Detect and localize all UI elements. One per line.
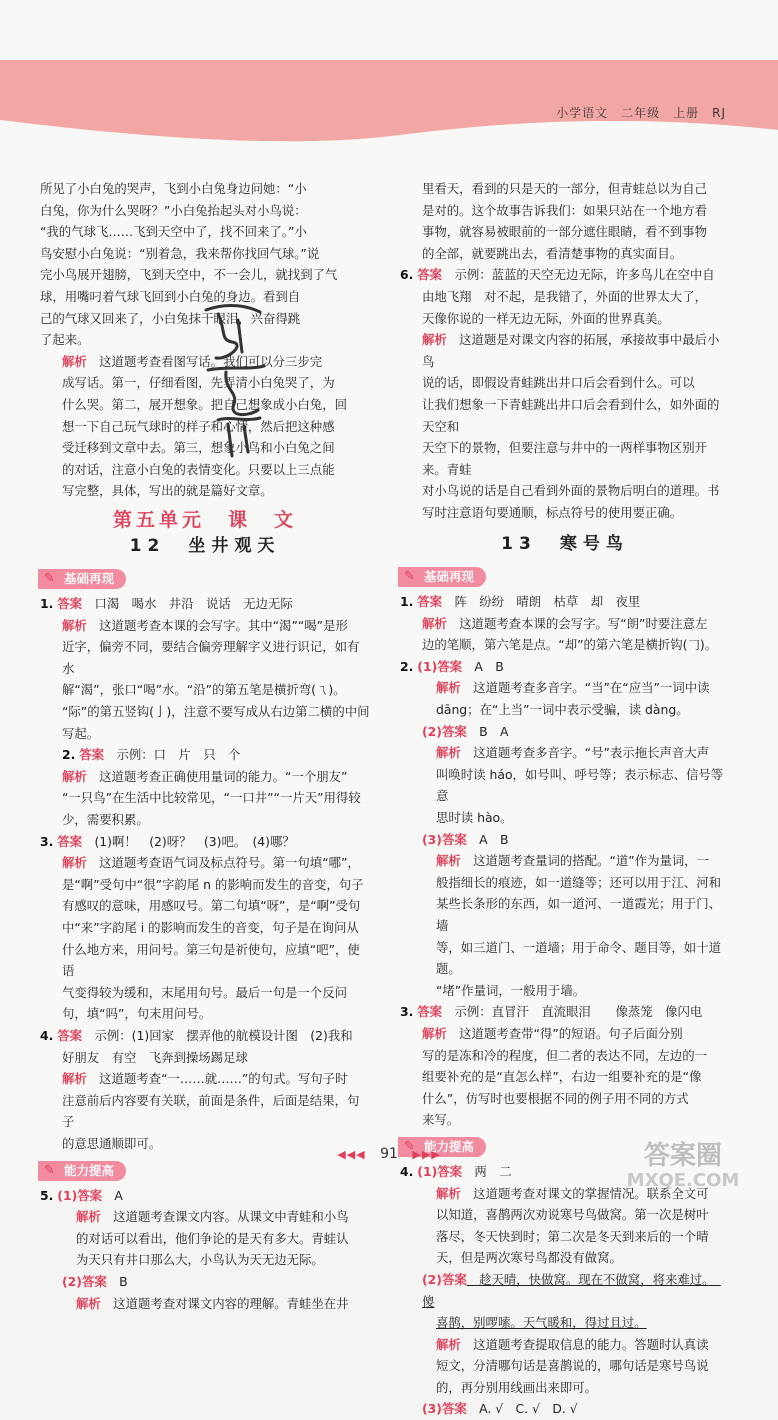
pencil-icon: ✎: [404, 569, 415, 585]
text-line: 这道题考查对课文的掌握情况。联系全文可: [460, 1185, 709, 1201]
text-line: 思时读 hào。: [436, 810, 513, 826]
svg-text:MXQE.COM: MXQE.COM: [626, 1170, 740, 1191]
text-line: 什么哭。第二，展开想象。把自己想象成小白兔，回: [62, 396, 347, 412]
text-line: 来写。: [422, 1112, 460, 1128]
section-basic: ✎ 基础再现: [38, 569, 126, 589]
section-basic: ✎ 基础再现: [398, 567, 486, 587]
pencil-icon: ✎: [44, 1162, 55, 1178]
analysis-label: 解析: [62, 617, 87, 633]
text-line: 是对的。这个故事告诉我们：如果只站在一个地方看: [422, 202, 707, 218]
section-advanced: ✎ 能力提高: [38, 1161, 126, 1181]
text-line: 般指细长的痕迹，如一道缝等；还可以用于江、河和: [436, 874, 721, 890]
text-line: 少，需要积累。: [62, 812, 149, 828]
text-line: 这道题考查对课文内容的理解。青蛙坐在井: [100, 1295, 349, 1311]
left-column: 所见了小白兔的哭声，飞到小白兔身边问她：“小 白兔，你为什么哭呀？”小白兔抬起头对小鸟说： “我的气球飞……飞到天空中了，找不回来了。”小 鸟安慰小白兔说：“别着急，我来帮你找回气球。”说 完小鸟展开翅膀，飞到天空中，不一会儿，就找到了气 球，用嘴叼着气球飞回到小白兔的身边。看到自 己的气球又回来了，小白兔抹干眼泪，兴奋得跳 了起来。 解析 这道题考查看图写话。我们可以分三步完 成写话。第一，仔细看图，先弄清小白兔哭了，为 什么哭。第二，展开想象。把自己想象成小白兔，回 想一下自己玩气球时的样子和心情，然后把这种感 受迁移到文章中去。第三，想象小鸟和小白兔之间 的对话，注意小白兔的表情变化。只要以上三点能 写完整，具体，写出的就是篇好文章。 第五单元 课 文 12 坐井观天 ✎ 基础再现 1. 答案 口渴 喝水 井沿 说话 无边无际 解析 这道题考查本课的会写字。其中“渴”“喝”是形 近字，偏旁不同，要结合偏旁理解字义进行识记，如有水 解“渴”，张口“喝”水。“沿”的第五笔是横折弯(ㄟ)。 “际”的第五竖钩(亅)，注意不要写成从右边第二横的中间写起。 2. 答案 示例：口 片 只 个 解析 这道题考查正确使用量词的能力。“一个朋友” “一只鸟”在生活中比较常见，“一口井”“一片天”用得较 少，需要积累。 3. 答案 (1)啊！ (2)呀？ (3)吧。 (4)哪？ 解析 这道题考查语气词及标点符号。第一句填“哪”， 是“啊”受句中“很”字韵尾 n 的影响而发生的音变，句子 有感叹的意味，用感叹号。第二句填“呀”，是“啊”受句 中“来”字韵尾 i 的影响而发生的音变，句子是在询问从 什么地方来，用问号。第三句是祈使句，应填“吧”，使语 气变得较为缓和，末尾用句号。最后一句是一个反问 句，填“吗”，句末用问号。 4. 答案 示例：(1)回家 摆弄他的航模设计图 (2)我和 好朋友 有空 飞奔到操场踢足球 解析 这道题考查“一……就……”的句式。写句子时 注意前后内容要有关联，前面是条件，后面是结果，句子 的意思通顺即可。 ✎ 能力提高 5. (1)答案 A 解析 这道题考查课文内容。从课文中青蛙和小鸟 的对话可以看出，他们争论的是天有多大。青蛙认 为天只有井口那么大，小鸟认为天无边无际。 (2)答案 B 解析 这道题考查对课文内容的理解。青蛙坐在井: [40, 178, 370, 1314]
header-subject: 小学语文 二年级 上册 RJ: [556, 106, 726, 120]
text-line: 气变得较为缓和，末尾用句号。最后一句是一个反问: [62, 984, 347, 1000]
text-line: 注意前后内容要有关联，前面是条件，后面是结果，句子: [62, 1092, 360, 1130]
text-line: 解“渴”，张口“喝”水。“沿”的第五笔是横折弯(ㄟ)。: [62, 682, 346, 698]
text-line: 这道题考查正确使用量词的能力。“一个朋友”: [86, 768, 348, 784]
text-line: 有感叹的意味，用感叹号。第二句填“呀”，是“啊”受句: [62, 898, 361, 914]
left-arrows-icon: ◀◀◀: [337, 1148, 366, 1161]
text-line: 写的是冻和冷的程度，但二者的表达不同，左边的一: [422, 1047, 707, 1063]
answer-text: 示例：口 片 只 个: [104, 747, 241, 763]
text-line: 以知道，喜鹊两次劝说寒号鸟做窝。第一次是树叶: [436, 1207, 709, 1223]
text-line: 组要补充的是“直怎么样”，右边一组要补充的是“像: [422, 1069, 702, 1085]
pencil-icon: ✎: [404, 1138, 415, 1154]
text-line: 什么”，仿写时也要根据不同的例子用不同的方式: [422, 1090, 689, 1106]
text-line: 球，用嘴叼着气球飞回到小白兔的身边。看到自: [40, 288, 301, 304]
text-line: 所见了小白兔的哭声，飞到小白兔身边问她：“小: [40, 181, 307, 196]
text-line: 这道题考查“一……就……”的句式。写句子时: [86, 1071, 348, 1087]
text-line: dāng；在“上当”一词中表示受骗，读 dàng。: [436, 702, 689, 718]
text-line: 让我们想象一下青蛙跳出井口后会看到什么，如外面的天空和: [422, 396, 720, 434]
text-line: 边的笔顺，第六笔是点。“却”的第六笔是横折钩(𠃌)。: [422, 637, 718, 653]
answer-text: 示例：(1)回家 摆弄他的航模设计图 (2)我和: [82, 1027, 353, 1043]
answer-text: 好朋友 有空 飞奔到操场踢足球: [62, 1049, 248, 1065]
pencil-icon: ✎: [44, 571, 55, 587]
unit-title: 第五单元 课 文: [112, 508, 297, 531]
text-line: 等，如三道门、一道墙；用于命令、题目等，如十道题。: [436, 939, 721, 977]
svg-text:答案圈: 答案圈: [643, 1141, 723, 1171]
text-line: 的全部，就要跳出去，看清楚事物的真实面目。: [422, 245, 683, 261]
text-line: 近字，偏旁不同，要结合偏旁理解字义进行识记，如有水: [62, 639, 360, 676]
watermark-logo: [608, 1134, 758, 1192]
text-line: 了起来。: [40, 332, 90, 348]
analysis-label: 解析: [62, 353, 87, 369]
text-line: 这道题考查多音字。“当”在“应当”一词中读: [460, 680, 710, 696]
text-line: 由地飞翔 对不起，是我错了，外面的世界太大了，: [422, 288, 707, 304]
text-line: 想一下自己玩气球时的样子和心情，然后把这种感: [62, 418, 335, 434]
text-line: 这道题考查看图写话。我们可以分三步完: [86, 353, 323, 369]
text-line: 受迁移到文章中去。第三，想象小鸟和小白兔之间: [62, 440, 335, 456]
text-line: 这道题考查本课的会写字。写“朗”时要注意左: [446, 615, 708, 631]
text-line: 这道题考查量词的搭配。“道”作为量词，一: [460, 853, 710, 869]
text-line: 天，但是两次寒号鸟都没有做窝。: [436, 1250, 622, 1266]
text-line: 写完整，具体，写出的就是篇好文章。: [62, 483, 273, 499]
text-line: 落尽，冬天快到时；第二次是冬天到来后的一个晴: [436, 1228, 709, 1244]
text-line: 短文，分清哪句话是喜鹊说的，哪句话是寒号鸟说: [436, 1358, 709, 1374]
text-line: 对小鸟说的话是自己看到外面的景物后明白的道理。书: [422, 483, 720, 499]
right-column: 里看天，看到的只是天的一部分，但青蛙总以为自己 是对的。这个故事告诉我们：如果只站在一个地方看 事物，就容易被眼前的一部分遮住眼睛，看不到事物 的全部，就要跳出去，看清楚事物的真实面目。 6. 答案 示例：蓝蓝的天空无边无际，许多鸟儿在空中自 由地飞翔 对不起，是我错了，外面的世界太大了， 天像你说的一样无边无际，外面的世界真美。 解析 这道题是对课文内容的拓展，承接故事中最后小鸟 说的话，即假设青蛙跳出井口后会看到什么。可以 让我们想象一下青蛙跳出井口后会看到什么，如外面的天空和 天空下的景物，但要注意与井中的一两样事物区别开来。青蛙 对小鸟说的话是自己看到外面的景物后明白的道理。书 写时注意语句要通顺，标点符号的使用要正确。 13 寒号鸟 ✎ 基础再现 1. 答案 阵 纷纷 晴朗 枯草 却 夜里 解析 这道题考查本课的会写字。写“朗”时要注意左 边的笔顺，第六笔是点。“却”的第六笔是横折钩(𠃌)。 2. (1)答案 A B 解析 这道题考查多音字。“当”在“应当”一词中读 dāng；在“上当”一词中表示受骗，读 dàng。 (2)答案 B A 解析 这道题考查多音字。“号”表示拖长声音大声 叫唤时读 háo，如号叫、呼号等；表示标志、信号等意 思时读 hào。 (3)答案 A B 解析 这道题考查量词的搭配。“道”作为量词，一 般指细长的痕迹，如一道缝等；还可以用于江、河和 某些长条形的东西，如一道河、一道霞光；用于门、墙 等，如三道门、一道墙；用于命令、题目等，如十道题。 “堵”作量词，一般用于墙。 3. 答案 示例：直冒汗 直流眼泪 像蒸笼 像闪电 解析 这道题考查带“得”的短语。句子后面分别 写的是冻和冷的程度，但二者的表达不同，左边的一 组要补充的是“直怎么样”，右边一组要补充的是“像 什么”，仿写时也要根据不同的例子用不同的方式 来写。 ✎ 能力提高 4. (1)答案 两 二 解析 这道题考查对课文的掌握情况。联系全文可 以知道，喜鹊两次劝说寒号鸟做窝。第一次是树叶 落尽，冬天快到时；第二次是冬天到来后的一个晴 天，但是两次寒号鸟都没有做窝。 (2)答案 趁天晴，快做窝。现在不做窝，将来难过。 傻 喜鹊，别啰嗦。天气暖和，得过且过。 解析 这道题考查提取信息的能力。答题时认真读 短文，分清哪句话是喜鹊说的，哪句话是寒号鸟说 的，再分别用线画出来即可。 (3)答案 A. √ C. √ D. √: [400, 178, 730, 1420]
text-line: “我的气球飞……飞到天空中了，找不回来了。”小: [40, 224, 307, 240]
text-line: 事物，就容易被眼前的一部分遮住眼睛，看不到事物: [422, 224, 707, 240]
answer-text: (1)啊！ (2)呀？ (3)吧。 (4)哪？: [82, 833, 295, 849]
section-advanced: ✎ 能力提高: [398, 1137, 486, 1157]
text-line: 完小鸟展开翅膀，飞到天空中，不一会儿，就找到了气: [40, 267, 338, 283]
right-arrows-icon: ▶▶▶: [412, 1148, 441, 1161]
text-line: 中“来”字韵尾 i 的影响而发生的音变，句子是在询问从: [62, 920, 359, 935]
text-line: 这道题考查带“得”的短语。句子后面分别: [446, 1025, 683, 1041]
text-line: “一只鸟”在生活中比较常见，“一口井”“一片天”用得较: [62, 790, 361, 806]
text-line: “际”的第五竖钩(亅)，注意不要写成从右边第二横的中间写起。: [62, 704, 370, 741]
text-line: 写时注意语句要通顺，标点符号的使用要正确。: [422, 504, 683, 520]
answer-text: 口渴 喝水 井沿 说话 无边无际: [82, 596, 293, 612]
text-line: 白兔，你为什么哭呀？”小白兔抬起头对小鸟说：: [40, 202, 307, 218]
text-line: 成写话。第一，仔细看图，先弄清小白兔哭了，为: [62, 375, 335, 391]
text-line: 里看天，看到的只是天的一部分，但青蛙总以为自己: [422, 181, 707, 196]
page-number: 91: [380, 1146, 398, 1162]
text-line: 的意思通顺即可。: [62, 1135, 162, 1151]
text-line: 这道题考查提取信息的能力。答题时认真读: [460, 1336, 709, 1352]
lesson-title: 12 坐井观天: [129, 535, 281, 556]
text-line: 是“啊”受句中“很”字韵尾 n 的影响而发生的音变，句子: [62, 876, 364, 892]
text-line: 这道题考查课文内容。从课文中青蛙和小鸟: [100, 1209, 349, 1225]
text-line: 这道题考查本课的会写字。其中“渴”“喝”是形: [86, 617, 348, 633]
text-line: 这道题考查多音字。“号”表示拖长声音大声: [460, 745, 710, 761]
handwritten-scribble: [198, 300, 278, 460]
text-line: 己的气球又回来了，小白兔抹干眼泪，兴奋得跳: [40, 310, 301, 326]
answer-label: 答案: [57, 596, 83, 612]
question-number: 1.: [40, 596, 54, 612]
text-line: 叫唤时读 háo，如号叫、呼号等；表示标志、信号等意: [436, 766, 724, 804]
text-line: 的对话可以看出，他们争论的是天有多大。青蛙认: [76, 1230, 349, 1246]
text-line: 这道题考查语气词及标点符号。第一句填“哪”，: [86, 855, 360, 871]
text-line: 的，再分别用线画出来即可。: [436, 1379, 598, 1395]
text-line: 什么地方来，用问号。第三句是祈使句，应填“吧”，使语: [62, 941, 360, 979]
text-line: 这道题是对课文内容的拓展，承接故事中最后小鸟: [422, 332, 720, 369]
text-line: 句，填“吗”，句末用问号。: [62, 1006, 212, 1022]
text-line: “堵”作量词，一般用于墙。: [436, 982, 586, 998]
analysis-continuation: [400, 178, 730, 264]
text-line: 为天只有井口那么大，小鸟认为天无边无际。: [76, 1252, 324, 1268]
text-line: 说的话，即假设青蛙跳出井口后会看到什么。可以: [422, 375, 695, 391]
lesson-title: 13 寒号鸟: [501, 533, 629, 554]
text-line: 鸟安慰小白兔说：“别着急，我来帮你找回气球。”说: [40, 245, 320, 261]
text-line: 的对话，注意小白兔的表情变化。只要以上三点能: [62, 461, 335, 477]
text-line: 天像你说的一样无边无际，外面的世界真美。: [422, 310, 670, 326]
text-line: 某些长条形的东西，如一道河、一道霞光；用于门、墙: [436, 896, 721, 933]
text-line: 天空下的景物，但要注意与井中的一两样事物区别开来。青蛙: [422, 440, 707, 477]
